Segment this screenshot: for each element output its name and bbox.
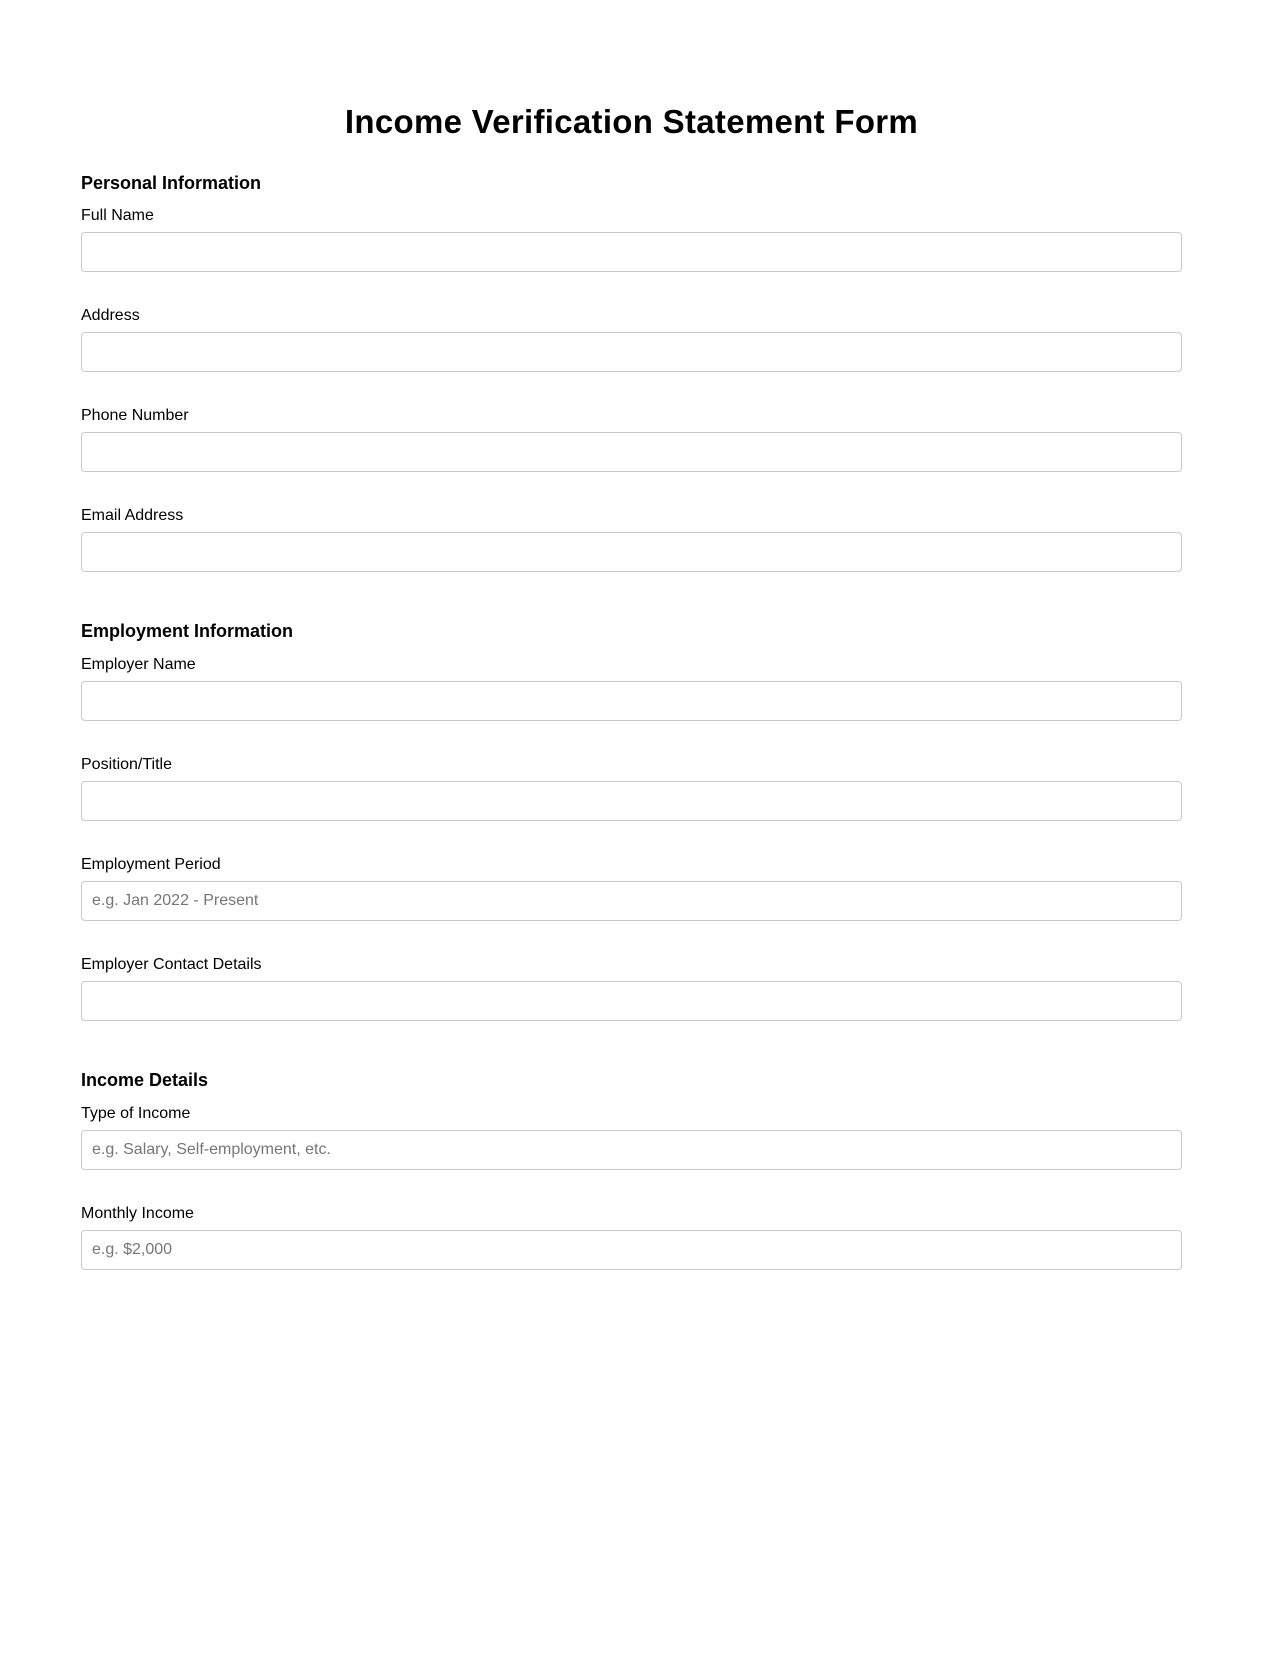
form-title: Income Verification Statement Form <box>344 103 919 140</box>
position-title-input[interactable] <box>81 781 1182 821</box>
email-address-input[interactable] <box>81 532 1182 572</box>
employment-period-input[interactable] <box>81 881 1182 921</box>
phone-number-input[interactable] <box>81 432 1182 472</box>
position-title-label: Position/Title <box>81 756 172 773</box>
phone-number-label: Phone Number <box>81 407 189 424</box>
employer-name-label: Employer Name <box>81 656 196 673</box>
section-heading-employment-information: Employment Information <box>81 621 294 641</box>
email-address-label: Email Address <box>81 507 184 524</box>
section-heading-personal-information: Personal Information <box>81 173 262 193</box>
employer-name-input[interactable] <box>81 681 1182 721</box>
monthly-income-input[interactable] <box>81 1230 1182 1270</box>
employer-contact-details-label: Employer Contact Details <box>81 956 262 973</box>
employment-period-label: Employment Period <box>81 856 221 873</box>
employer-contact-details-input[interactable] <box>81 981 1182 1021</box>
address-label: Address <box>81 307 140 324</box>
full-name-label: Full Name <box>81 207 154 224</box>
type-of-income-label: Type of Income <box>81 1105 191 1122</box>
address-input[interactable] <box>81 332 1182 372</box>
monthly-income-label: Monthly Income <box>81 1205 194 1222</box>
section-heading-income-details: Income Details <box>81 1070 209 1090</box>
type-of-income-input[interactable] <box>81 1130 1182 1170</box>
full-name-input[interactable] <box>81 232 1182 272</box>
